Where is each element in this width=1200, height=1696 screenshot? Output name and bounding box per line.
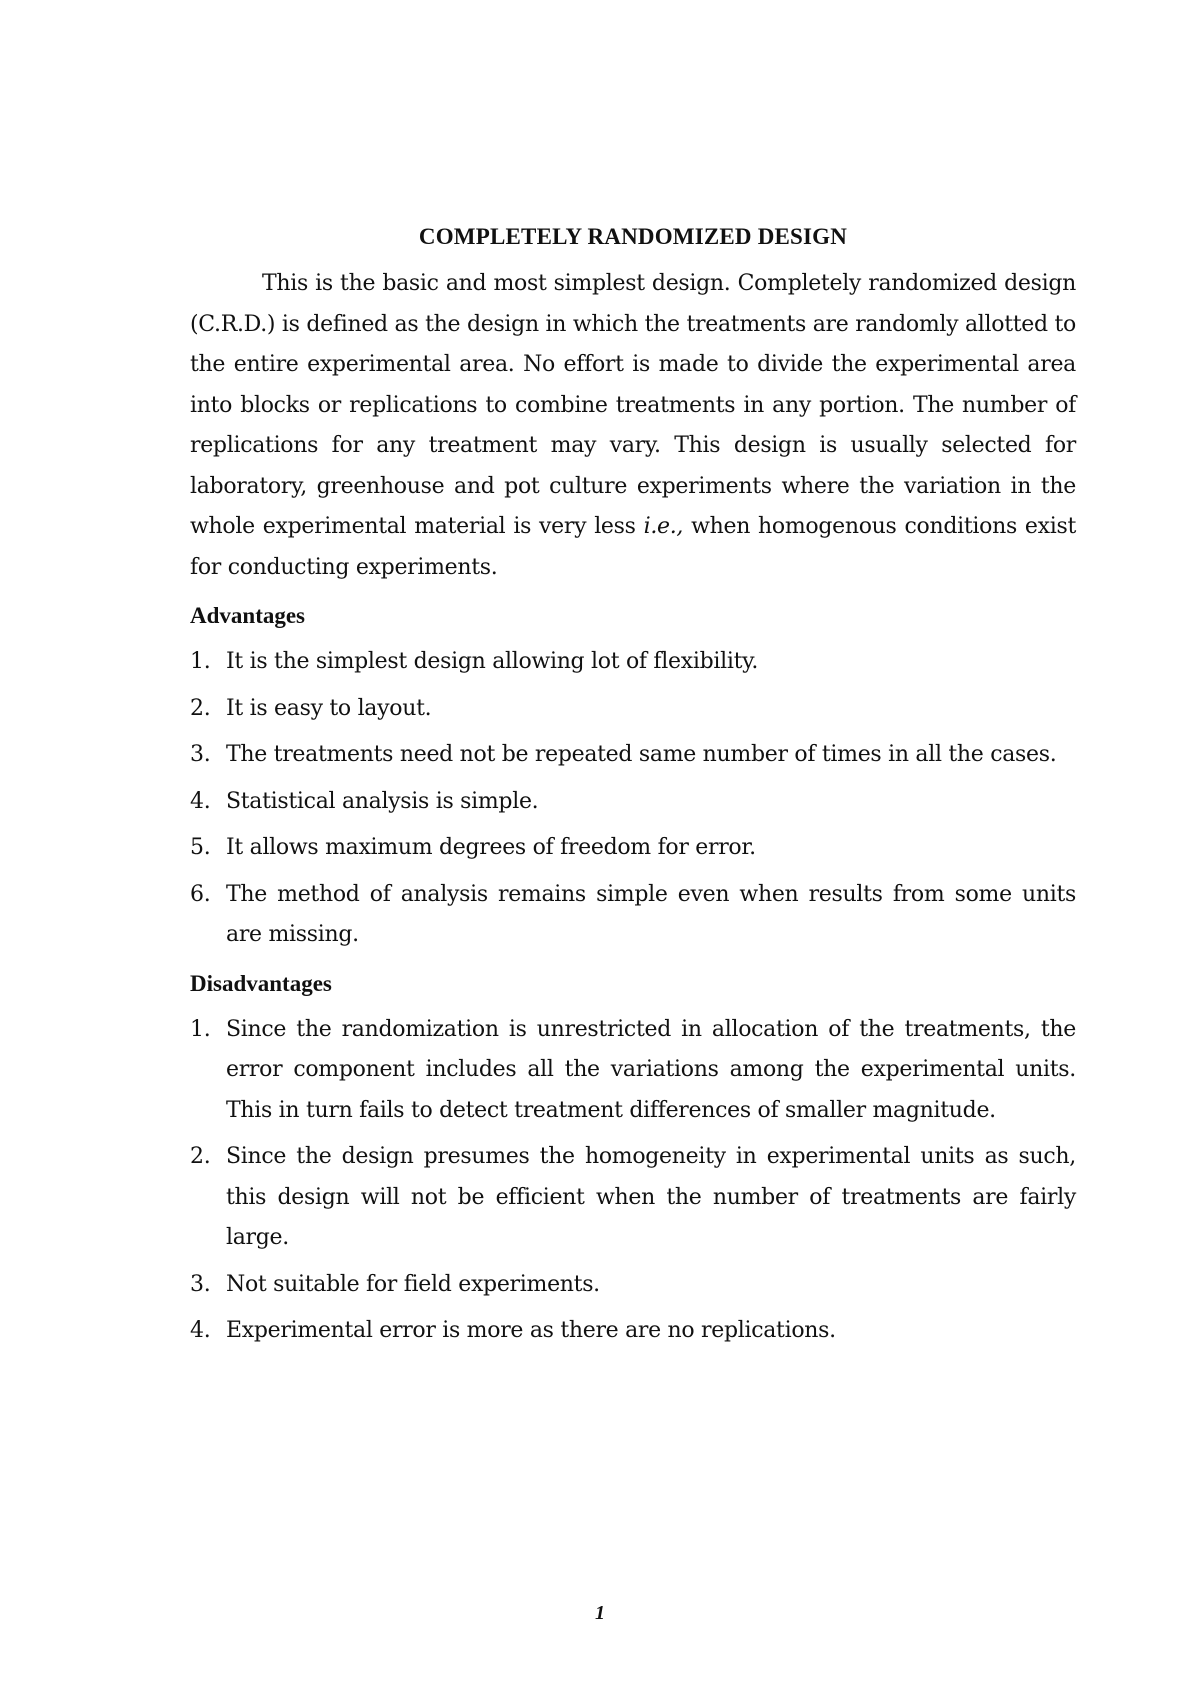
list-item (190, 735, 1076, 776)
list-item-number: 2. (190, 695, 211, 721)
list-item (190, 1010, 1076, 1132)
advantages-list (190, 642, 1076, 956)
intro-paragraph (190, 264, 1076, 588)
list-item-text: The treatments need not be repeated same number of times in all the cases. (226, 742, 1057, 767)
list-item (190, 1311, 1076, 1352)
list-item-text: Not suitable for field experiments. (226, 1271, 600, 1297)
list-item-number: 6. (190, 881, 211, 907)
list-item-number: 4. (190, 1318, 211, 1343)
list-item-number: 3. (190, 742, 211, 767)
list-item (190, 875, 1076, 956)
list-item-text: It is the simplest design allowing lot of flexibility. (226, 649, 759, 674)
document-title: COMPLETELY RANDOMIZED DESIGN (418, 224, 848, 249)
list-item-number: 5. (190, 835, 211, 860)
list-item-text: The method of analysis remains simple even when results from some units are missing. (226, 881, 1076, 947)
list-item (190, 1265, 1076, 1306)
list-item-number: 4. (190, 788, 211, 814)
list-item (190, 689, 1076, 730)
disadvantages-list (190, 1010, 1076, 1352)
intro-text-start: This is the basic and most simplest design. Completely randomized design (C.R.D.) is defined as the design in which the treatments are randomly allotted to the entire experimental area. No effort is made to divide the experimental area into blocks or replications to combine treatments in any portion. The number of replications for any treatment may vary. This design is usually selected for laboratory, greenhouse and pot culture experiments where the variation in the whole experimental material is very less (190, 271, 1076, 539)
page-content (190, 222, 1076, 1358)
list-item-text: It is easy to layout. (226, 695, 432, 721)
list-item-text: Experimental error is more as there are no replications. (226, 1318, 836, 1343)
intro-text-end: when homogenous conditions exist for conducting experiments. (190, 514, 1076, 580)
list-item-text: Statistical analysis is simple. (226, 788, 539, 814)
list-item (190, 782, 1076, 823)
list-item (190, 828, 1076, 869)
list-item-number: 2. (190, 1144, 211, 1169)
list-item-text: Since the randomization is unrestricted in allocation of the treatments, the error component includes all the variations among the experimental units. This in turn fails to detect treatment differences of smaller magnitude. (226, 1016, 1076, 1123)
disadvantages-heading: Disadvantages (190, 970, 332, 996)
list-item-text: Since the design presumes the homogeneity in experimental units as such, this design will not be efficient when the number of treatments are fairly large. (226, 1144, 1076, 1250)
list-item-text: It allows maximum degrees of freedom for error. (226, 835, 756, 860)
list-item-number: 1. (190, 649, 211, 674)
list-item (190, 1137, 1076, 1259)
advantages-heading: Advantages (190, 603, 306, 628)
intro-italic-ie: i.e., (643, 514, 684, 539)
page-number: 1 (595, 1602, 605, 1624)
list-item (190, 642, 1076, 683)
list-item-number: 3. (190, 1271, 211, 1297)
list-item-number: 1. (190, 1016, 211, 1042)
